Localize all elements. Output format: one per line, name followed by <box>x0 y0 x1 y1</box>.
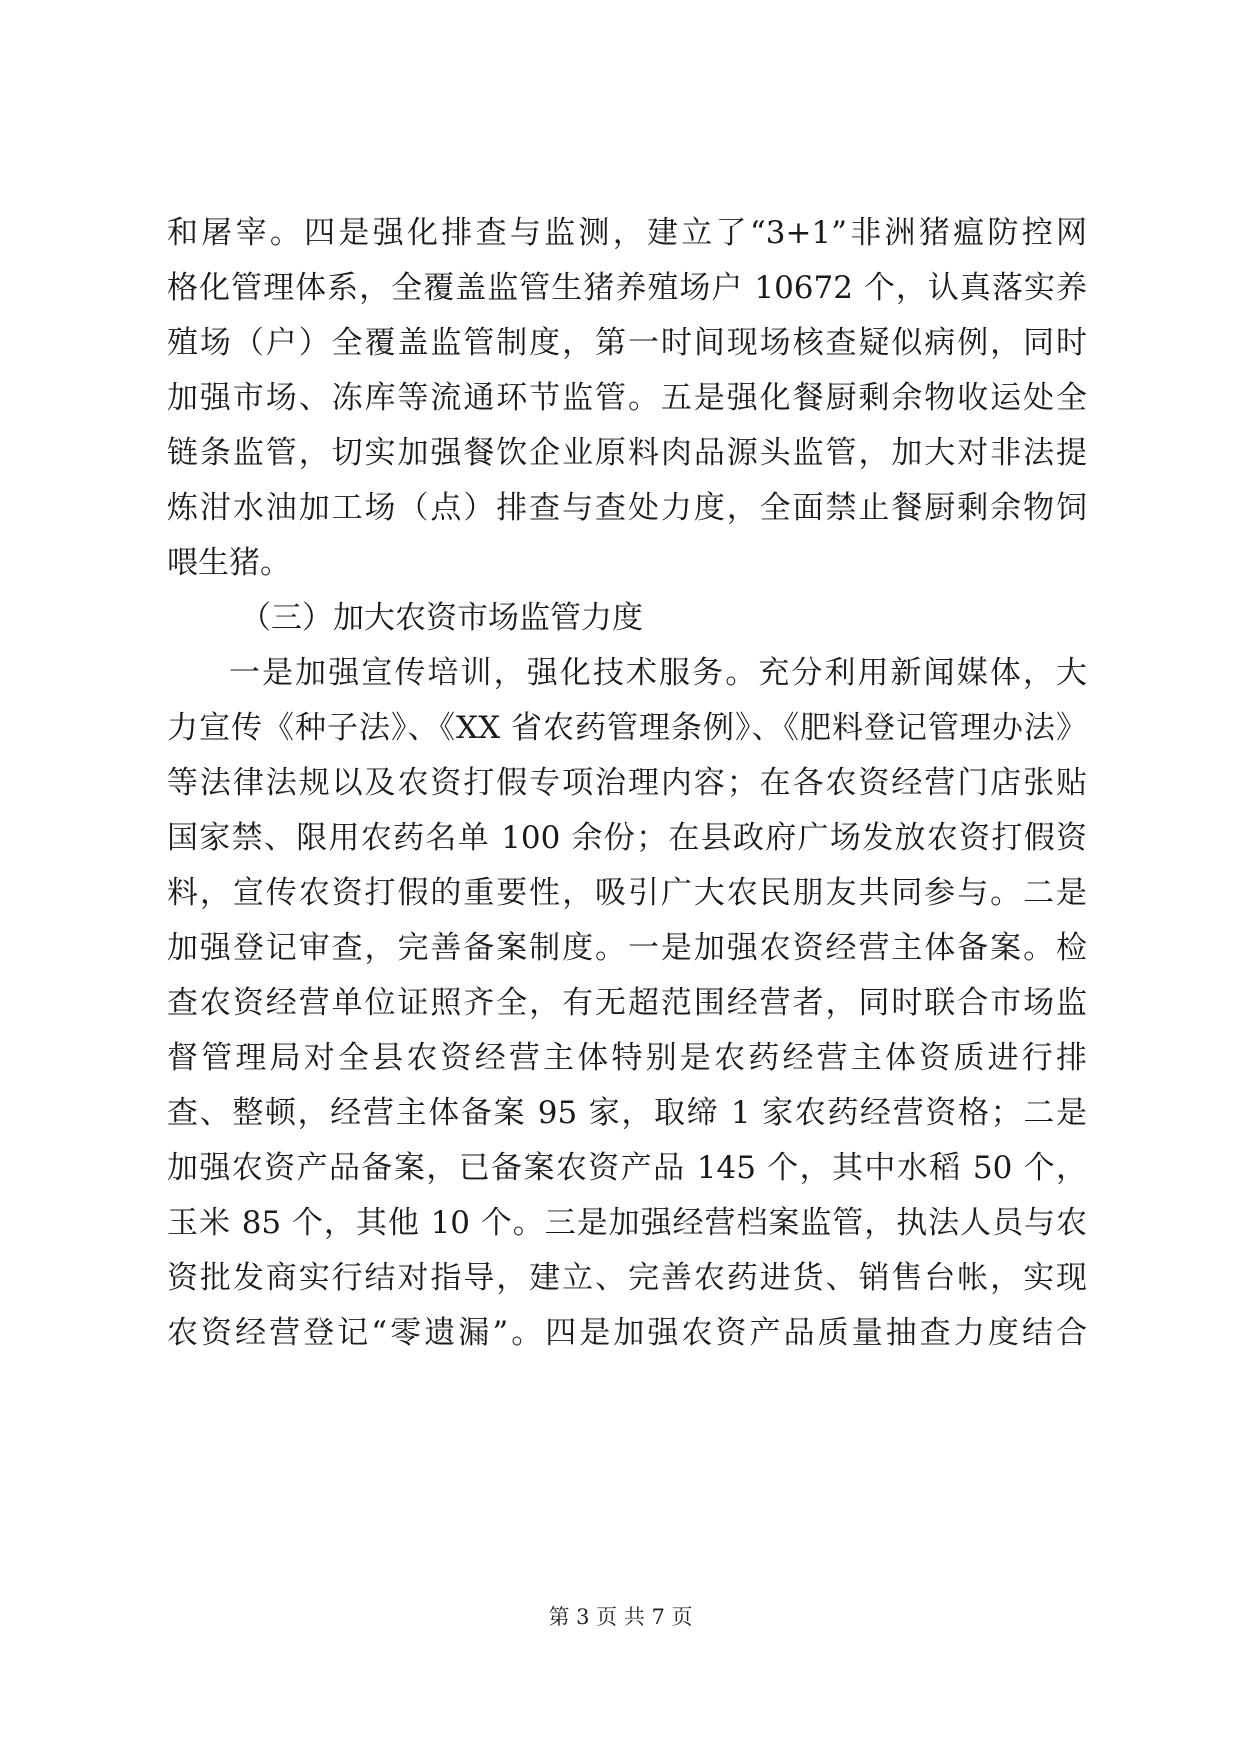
paragraph-first-line: 一是加强宣传培训，强化技术服务。充分利用新闻媒体，大 <box>229 655 1087 691</box>
body-line: 加强登记审查，完善备案制度。一是加强农资经营主体备案。检 <box>167 930 1087 966</box>
body-line: 链条监管，切实加强餐饮企业原料肉品源头监管，加大对非法提 <box>167 435 1087 471</box>
body-line: 农资经营登记“零遗漏”。四是加强农资产品质量抽查力度结合 <box>167 1315 1087 1351</box>
page-footer: 第 3 页 共 7 页 <box>548 1605 693 1629</box>
body-line: 殖场（户）全覆盖监管制度，第一时间现场核查疑似病例，同时 <box>167 325 1087 361</box>
body-line: 督管理局对全县农资经营主体特别是农药经营主体资质进行排 <box>167 1040 1087 1076</box>
body-line: 炼泔水油加工场（点）排查与查处力度，全面禁止餐厨剩余物饲 <box>167 490 1087 526</box>
body-line: 格化管理体系，全覆盖监管生猪养殖场户 10672 个，认真落实养 <box>167 270 1087 306</box>
body-line: 查农资经营单位证照齐全，有无超范围经营者，同时联合市场监 <box>167 985 1087 1021</box>
body-line: 料，宣传农资打假的重要性，吸引广大农民朋友共同参与。二是 <box>167 875 1087 911</box>
body-line: 力宣传《种子法》、《XX 省农药管理条例》、《肥料登记管理办法》 <box>167 710 1087 746</box>
body-line: 国家禁、限用农药名单 100 余份；在县政府广场发放农资打假资 <box>167 820 1087 856</box>
body-line: 喂生猪。 <box>167 545 291 581</box>
body-line: 资批发商实行结对指导，建立、完善农药进货、销售台帐，实现 <box>167 1260 1087 1296</box>
body-line: 等法律法规以及农资打假专项治理内容；在各农资经营门店张贴 <box>167 765 1087 801</box>
body-line: 加强农资产品备案，已备案农资产品 145 个，其中水稻 50 个， <box>167 1150 1087 1186</box>
body-line: 加强市场、冻库等流通环节监管。五是强化餐厨剩余物收运处全 <box>167 380 1087 416</box>
section-heading: （三）加大农资市场监管力度 <box>240 600 643 636</box>
body-line: 玉米 85 个，其他 10 个。三是加强经营档案监管，执法人员与农 <box>167 1205 1087 1241</box>
body-line: 和屠宰。四是强化排查与监测，建立了“3+1”非洲猪瘟防控网 <box>167 215 1087 251</box>
body-line: 查、整顿，经营主体备案 95 家，取缔 1 家农药经营资格；二是 <box>167 1095 1087 1131</box>
